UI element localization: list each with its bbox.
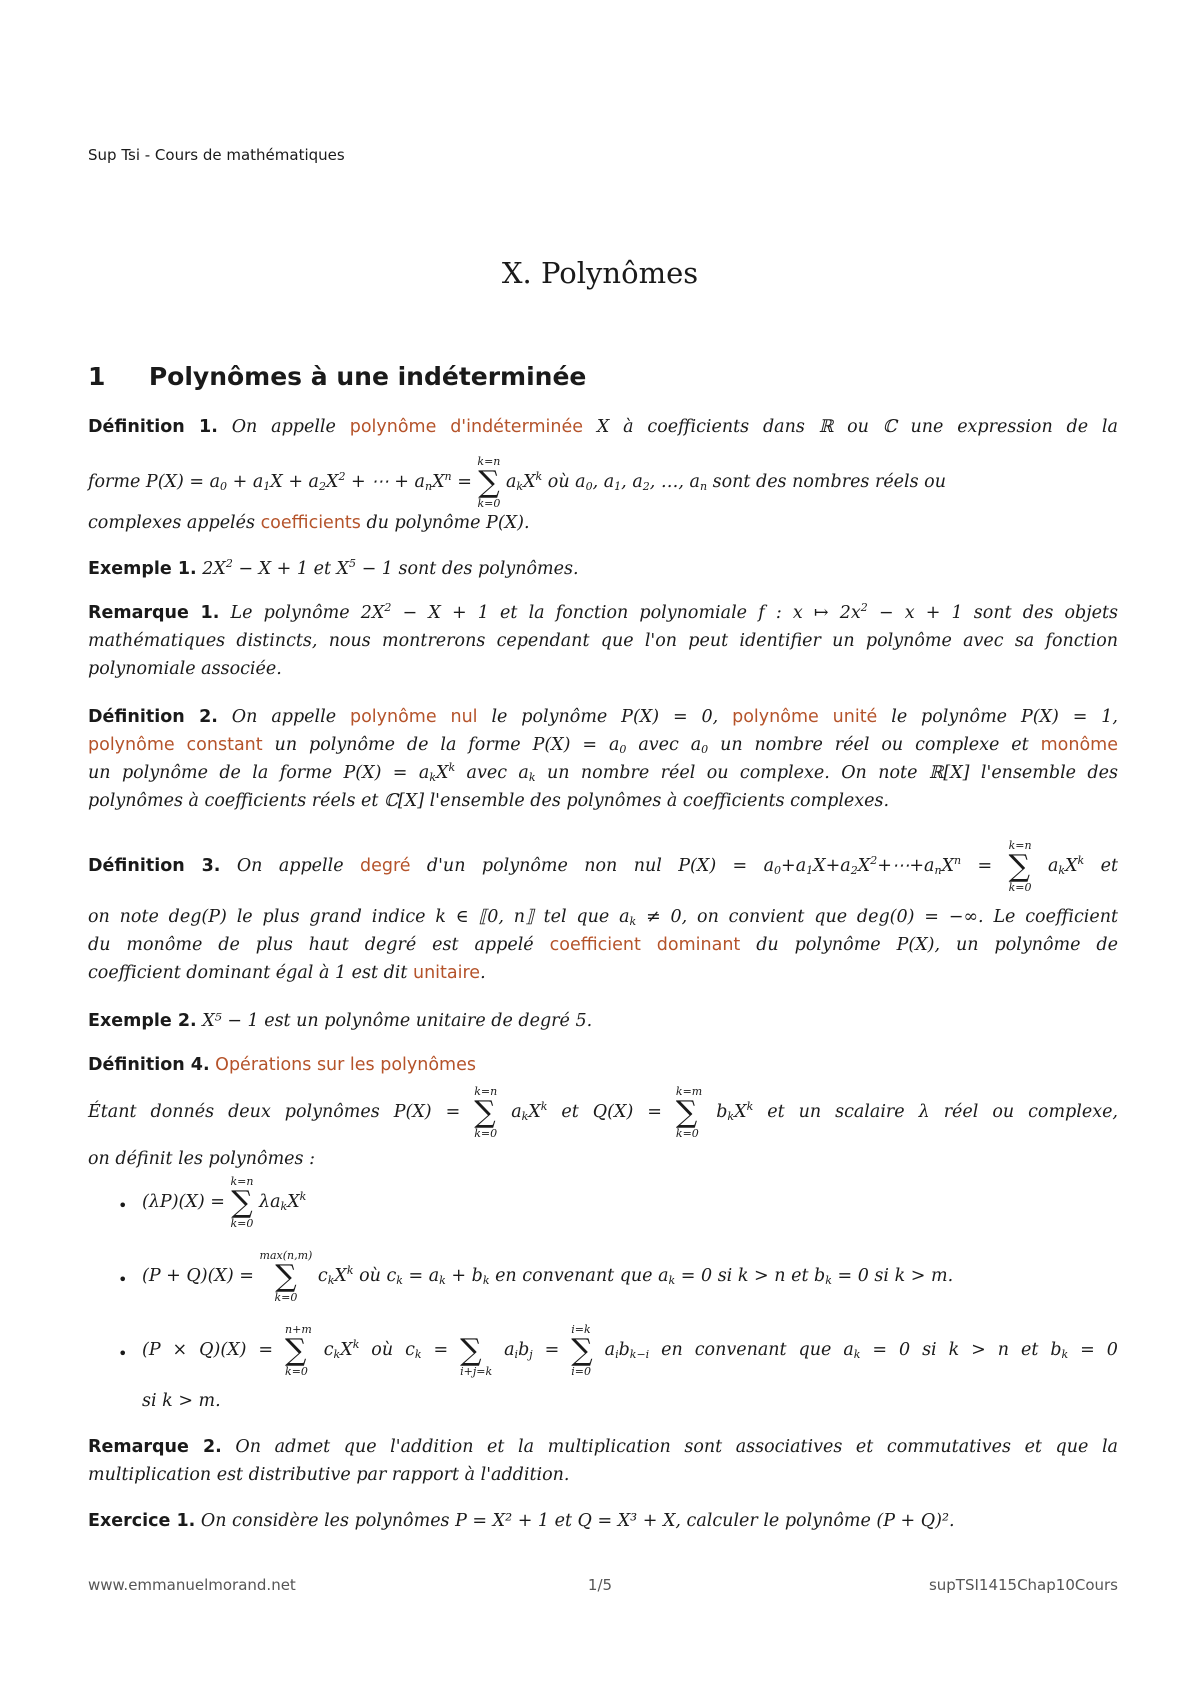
term-polynome-nul: polynôme nul xyxy=(349,707,478,727)
term-monome: monôme xyxy=(1040,735,1118,755)
rem1-line2: mathématiques distincts, nous montrerons cependant que l'on peut identifier un polynôme avec sa fonction xyxy=(88,631,1118,651)
exo1-label: Exercice 1. xyxy=(88,1511,196,1531)
footer-doc-id: supTSI1415Chap10Cours xyxy=(928,1576,1118,1594)
footer-page-number: 1/5 xyxy=(587,1576,613,1594)
sum-symbol: ∑ i+j=k xyxy=(460,1332,493,1378)
ex2-label: Exemple 2. xyxy=(88,1011,197,1031)
def3-label: Définition 3. xyxy=(88,856,221,876)
sum-symbol: k=n ∑ k=0 xyxy=(474,1084,498,1140)
def3-line3: du monôme de plus haut degré est appelé coefficient dominant du polynôme P(X), un polynôme de xyxy=(88,935,1118,955)
rem1-label: Remarque 1. xyxy=(88,603,220,623)
sum-symbol: k=m ∑ k=0 xyxy=(675,1084,703,1140)
rem2-line1: Remarque 2. On admet que l'addition et la multiplication sont associatives et commutatives et que la xyxy=(88,1437,1118,1457)
def2-line3: un polynôme de la forme $P(X) = a_kX^k$ avec $a_k$ un nombre réel ou complexe. On note ℝ[X] l'ensemble des xyxy=(88,761,1118,784)
sum-symbol: k=n ∑ k=0 xyxy=(1008,838,1032,894)
def4-item3-line1: (P × Q)(X) = n+m ∑ k=0 $c_kX^k$ où $c_k$ = ∑ i+j=k $a_ib_j$ = i=k ∑ i=0 $a_ib_{k-i}$ en convenant que $a_k = 0$ si k > n et $b_k = 0$ xyxy=(142,1322,1118,1378)
def2-label: Définition 2. xyxy=(88,707,218,727)
def2-line4: polynômes à coefficients réels et ℂ[X] l'ensemble des polynômes à coefficients complexes. xyxy=(88,791,890,811)
term-polynome-indeterminee: polynôme d'indéterminée xyxy=(349,417,583,437)
term-polynome-unite: polynôme unité xyxy=(732,707,878,727)
def3-line4: coefficient dominant égal à 1 est dit unitaire. xyxy=(88,963,486,983)
ex2-line: Exemple 2. X⁵ − 1 est un polynôme unitaire de degré 5. xyxy=(88,1011,593,1031)
def4-item3-line2: si k > m. xyxy=(142,1391,221,1411)
def1-line3: complexes appelés coefficients du polynôme P(X). xyxy=(88,513,530,533)
def4-line1 xyxy=(88,1054,1118,1076)
term-polynome-constant: polynôme constant xyxy=(88,735,263,755)
section-title: Polynômes à une indéterminée xyxy=(148,362,587,391)
term-coefficients: coefficients xyxy=(260,513,361,533)
bullet-icon: • xyxy=(118,1270,128,1289)
def4-line2: Étant donnés deux polynômes P(X) = k=n ∑ k=0 $a_kX^k$ et Q(X) = k=m ∑ k=0 $b_kX^k$ et un scalaire λ réel ou complexe, xyxy=(88,1084,1118,1140)
term-coefficient-dominant: coefficient dominant xyxy=(549,935,741,955)
def4-line3: on définit les polynômes : xyxy=(88,1149,315,1169)
rem2-line2: multiplication est distributive par rapport à l'addition. xyxy=(88,1465,570,1485)
footer-website[interactable]: www.emmanuelmorand.net xyxy=(88,1576,296,1594)
def3-line2: on note deg(P) le plus grand indice k ∈ ⟦0, n⟧ tel que $a_k \ne 0$, on convient que deg(0) = −∞. Le coefficient xyxy=(88,907,1118,928)
def2-line2: polynôme constant un polynôme de la forme $P(X) = a_0$ avec $a_0$ un nombre réel ou complexe et monôme xyxy=(88,735,1118,756)
exo1-line: Exercice 1. On considère les polynômes P = X² + 1 et Q = X³ + X, calculer le polynôme (P + Q)². xyxy=(88,1511,955,1531)
def3-line1: Définition 3. On appelle degré d'un polynôme non nul $P(X) = a_0+a_1X+a_2X^2+\cdots+a_nX^n$ = k=n ∑ k=0 $a_kX^k$ et xyxy=(88,838,1118,894)
def1-label: Définition 1. xyxy=(88,417,218,437)
rem2-label: Remarque 2. xyxy=(88,1437,222,1457)
sum-symbol: i=k ∑ i=0 xyxy=(571,1322,593,1378)
rem1-line1: Remarque 1. Le polynôme $2X^2 - X + 1$ et la fonction polynomiale f : x ↦ $2x^2 - x + 1$ sont des objets xyxy=(88,601,1118,623)
section-number: 1 xyxy=(88,362,106,391)
running-header: Sup Tsi - Cours de mathématiques xyxy=(88,146,345,164)
ex1-line: Exemple 1. $2X^2 - X + 1$ et $X^5 - 1$ sont des polynômes. xyxy=(88,557,579,579)
sum-symbol: n+m ∑ k=0 xyxy=(285,1322,312,1378)
def1-line2: forme $P(X) = a_0 + a_1X + a_2X^2$ + ⋯ + $a_nX^n$ = k=n ∑ k=0 $a_kX^k$ où $a_0$, $a_1$, $a_2$, …, $a_n$ sont des nombres réels ou xyxy=(88,454,946,510)
bullet-icon: • xyxy=(118,1344,128,1363)
chapter-title: X. Polynômes xyxy=(501,256,699,290)
def4-item2: (P + Q)(X) = max(n,m) ∑ k=0 $c_kX^k$ où $c_k = a_k + b_k$ en convenant que $a_k = 0$ si k > n et $b_k = 0$ si k > m. xyxy=(142,1248,954,1304)
def4-item1: (λP)(X) = k=n ∑ k=0 $\lambda a_kX^k$ xyxy=(142,1174,307,1230)
term-unitaire: unitaire xyxy=(413,963,481,983)
def4-label: Définition 4. xyxy=(88,1055,210,1075)
term-operations: Opérations sur les polynômes xyxy=(215,1055,476,1075)
sum-symbol: k=n ∑ k=0 xyxy=(230,1174,254,1230)
def2-line1: Définition 2. On appelle polynôme nul le polynôme P(X) = 0, polynôme unité le polynôme P(X) = 1, xyxy=(88,707,1118,727)
sum-symbol: k=n ∑ k=0 xyxy=(477,454,501,510)
section-heading xyxy=(88,362,586,391)
term-degre: degré xyxy=(359,856,411,876)
ex1-label: Exemple 1. xyxy=(88,559,197,579)
bullet-icon: • xyxy=(118,1196,128,1215)
def1-line1: Définition 1. On appelle polynôme d'indéterminée X à coefficients dans ℝ ou ℂ une expression de la xyxy=(88,417,1118,437)
rem1-line3: polynomiale associée. xyxy=(88,659,282,679)
sum-symbol: max(n,m) ∑ k=0 xyxy=(259,1248,313,1304)
